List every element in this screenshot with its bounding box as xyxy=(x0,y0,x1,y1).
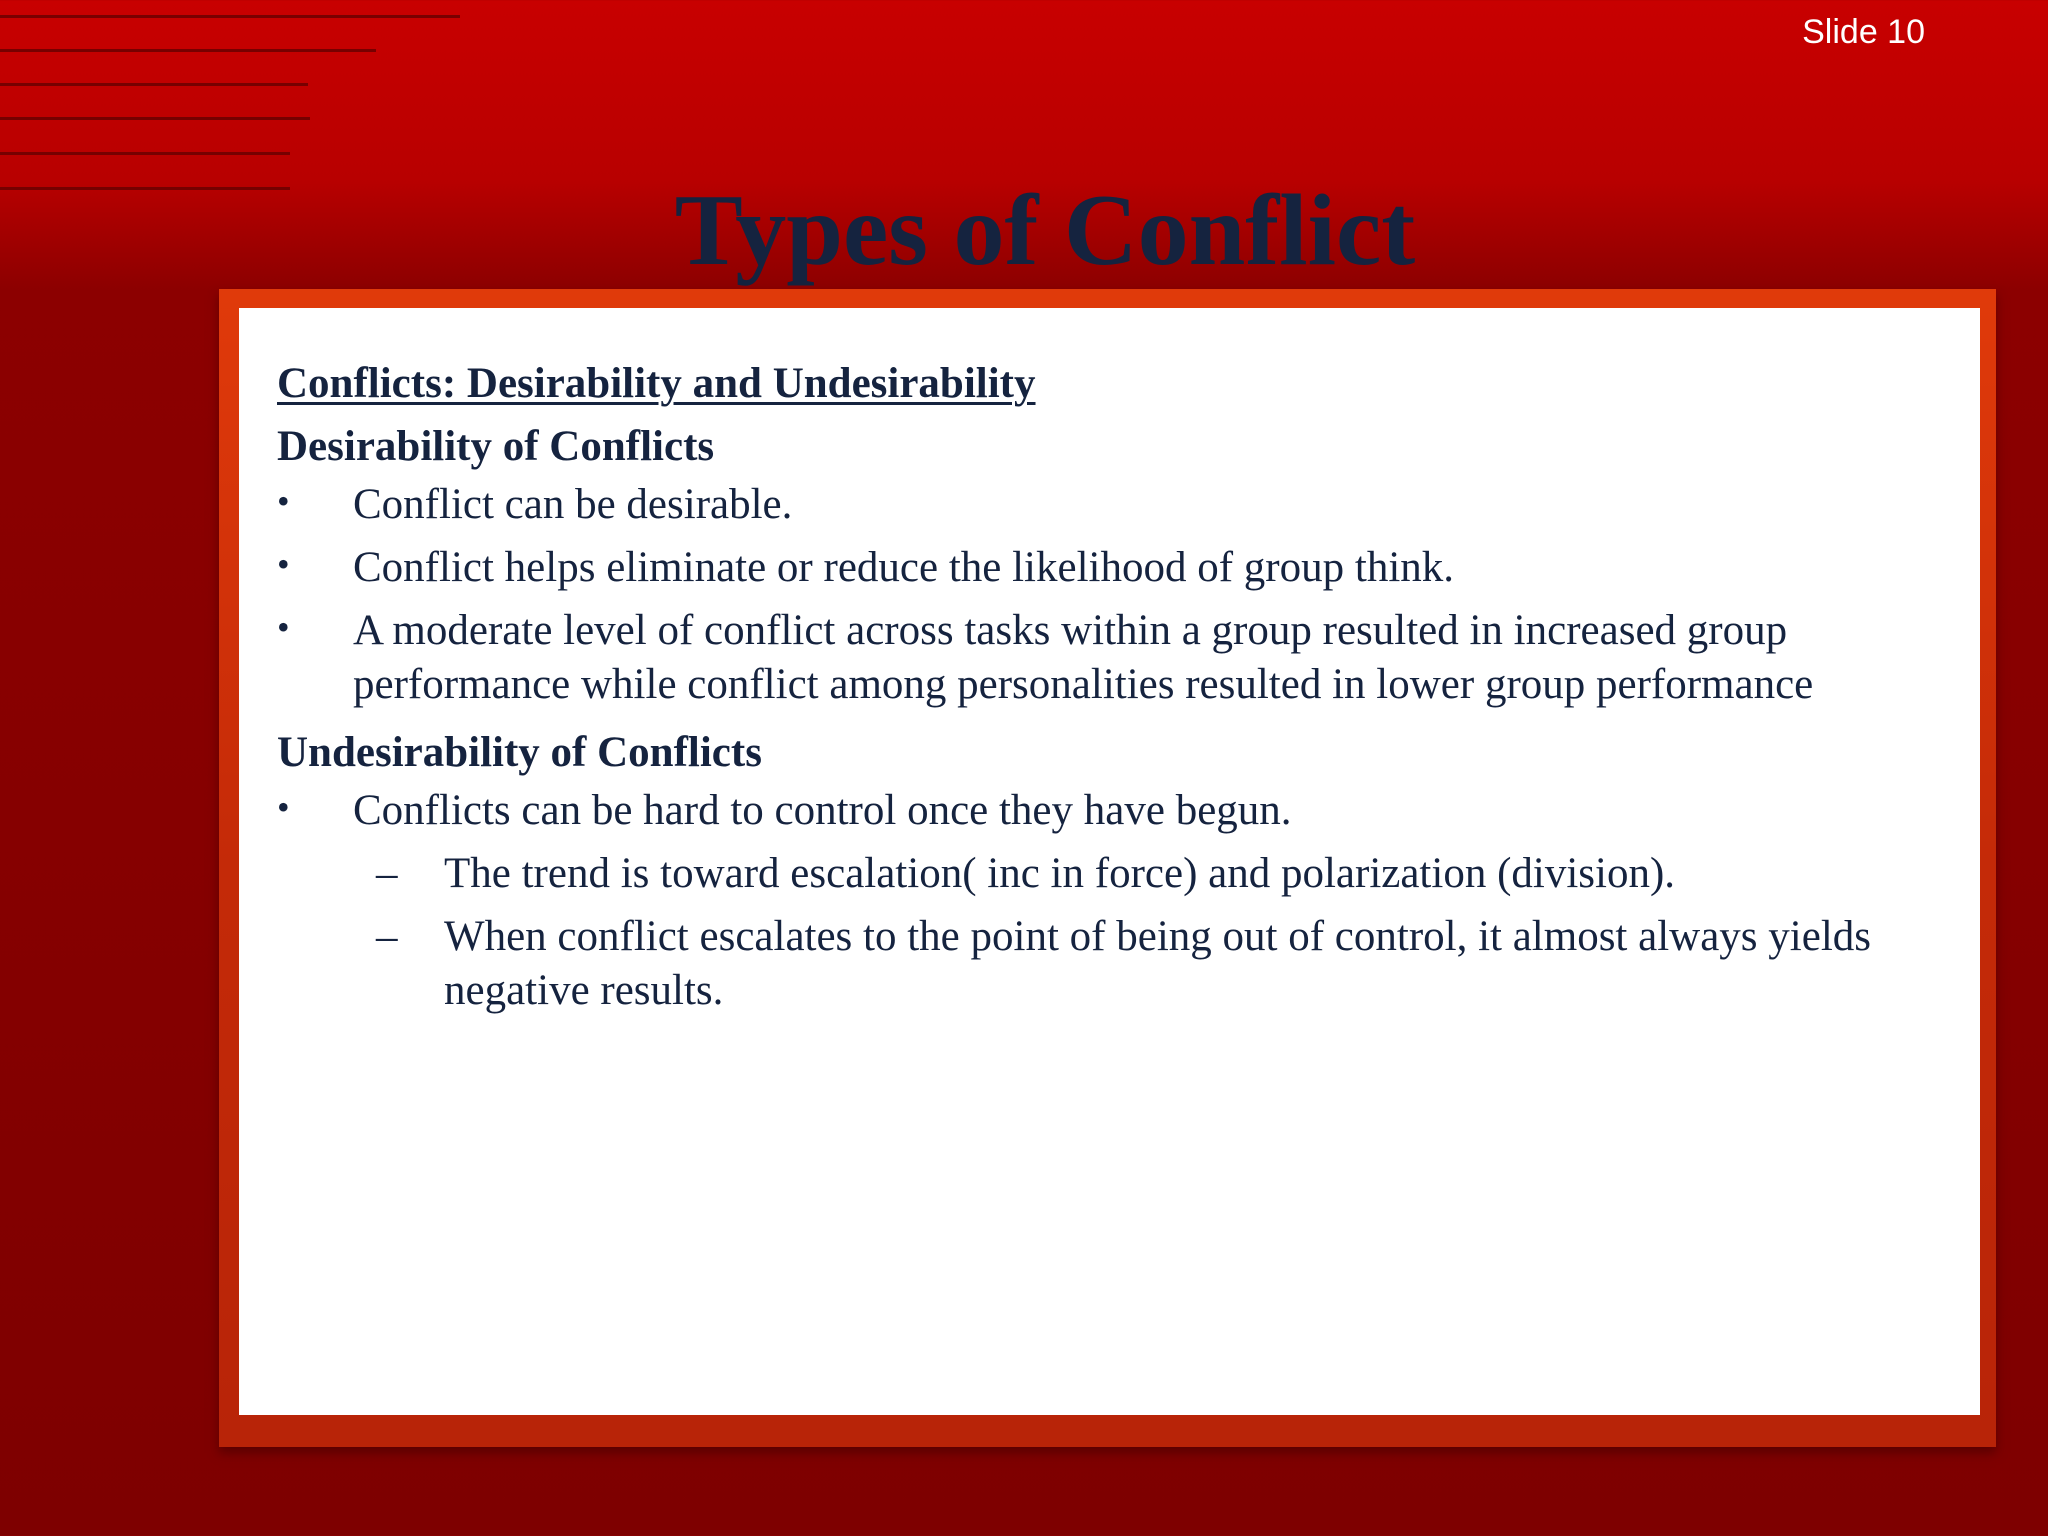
bullet-marker: • xyxy=(277,607,290,647)
decorative-line xyxy=(0,83,308,86)
decorative-line xyxy=(0,15,460,18)
dash-marker: – xyxy=(376,850,398,897)
sub-list-item xyxy=(277,847,1917,901)
list-item xyxy=(277,604,1917,712)
bullet-text: A moderate level of conflict across tasks within a group resulted in increased group performance while conflict among personalities resulted in lower group performance xyxy=(353,607,1814,708)
content-heading: Conflicts: Desirability and Undesirability xyxy=(277,360,1036,407)
bullet-text: Conflicts can be hard to control once they have begun. xyxy=(353,787,1292,834)
decorative-line xyxy=(0,49,376,52)
desirability-heading: Desirability of Conflicts xyxy=(277,423,715,470)
sub-bullet-text: When conflict escalates to the point of being out of control, it almost always yields negative results. xyxy=(444,913,1871,1014)
list-item xyxy=(277,784,1917,838)
dash-marker: – xyxy=(376,913,398,960)
list-item xyxy=(277,478,1917,532)
sub-list-item xyxy=(277,910,1917,1018)
bullet-marker: • xyxy=(277,481,290,521)
sub-bullet-text: The trend is toward escalation( inc in force) and polarization (division). xyxy=(444,850,1676,897)
slide-title: Types of Conflict xyxy=(674,174,1416,287)
decorative-line xyxy=(0,152,290,155)
decorative-lines xyxy=(0,0,470,200)
undesirability-heading: Undesirability of Conflicts xyxy=(277,729,762,776)
bullet-text: Conflict helps eliminate or reduce the likelihood of group think. xyxy=(353,544,1455,591)
slide-content xyxy=(277,352,1917,1027)
bullet-marker: • xyxy=(277,544,290,584)
slide-number: Slide 10 xyxy=(1802,13,1925,51)
bullet-text: Conflict can be desirable. xyxy=(353,481,793,528)
bullet-marker: • xyxy=(277,787,290,827)
decorative-line xyxy=(0,117,310,120)
list-item xyxy=(277,541,1917,595)
